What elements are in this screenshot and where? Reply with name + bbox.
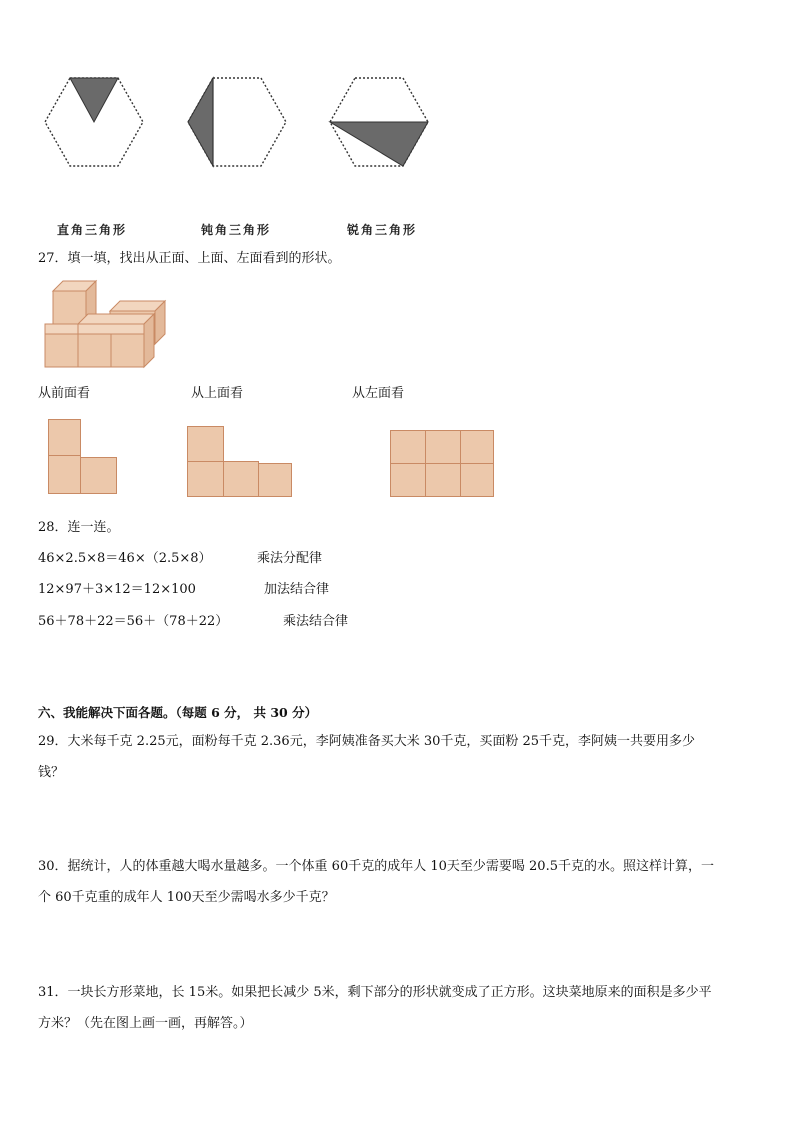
expression-1: 46×2.5×8＝46×（2.5×8） [38, 551, 212, 566]
view-label-top: 从上面看 [191, 386, 244, 401]
view-label-front: 从前面看 [38, 386, 91, 401]
section-6-heading: 六、我能解决下面各题。（每题 6 分， 共 30 分） [38, 705, 318, 720]
hexagon-obtuse-triangle-figure [183, 75, 293, 170]
question-31-line1: 31．一块长方形菜地，长 15米。如果把长减少 5米，剩下部分的形状就变成了正方形。这块菜地原来的面积是多少平 [38, 985, 712, 1000]
caption-obtuse-triangle: 钝角三角形 [201, 223, 272, 237]
top-view-figure [187, 426, 297, 502]
caption-acute-triangle: 锐角三角形 [347, 223, 418, 237]
caption-right-triangle: 直角三角形 [57, 223, 128, 237]
view-label-left: 从左面看 [352, 386, 405, 401]
question-30-line2: 个 60千克重的成年人 100天至少需喝水多少千克？ [38, 890, 335, 905]
hexagon-acute-triangle-figure [325, 75, 435, 170]
question-29-line1: 29．大米每千克 2.25元，面粉每千克 2.36元，李阿姨准备买大米 30千克，买面粉 25千克，李阿姨一共要用多少 [38, 734, 696, 749]
law-1: 乘法分配律 [257, 551, 323, 566]
question-27-text: 27．填一填，找出从正面、上面、左面看到的形状。 [38, 251, 341, 266]
expression-2: 12×97＋3×12＝12×100 [38, 582, 196, 597]
cube-stack-figure [40, 278, 175, 370]
expression-3: 56＋78＋22＝56＋（78＋22） [38, 614, 229, 629]
left-view-figure [390, 430, 498, 500]
hexagon-right-triangle-figure [40, 75, 150, 170]
question-31-line2: 方米？（先在图上画一画，再解答。） [38, 1016, 253, 1031]
front-view-figure [48, 419, 120, 499]
law-3: 乘法结合律 [283, 614, 349, 629]
question-30-line1: 30．据统计，人的体重越大喝水量越多。一个体重 60千克的成年人 10天至少需要喝 20.5千克的水。照这样计算，一 [38, 859, 714, 874]
question-28-title: 28．连一连。 [38, 520, 120, 535]
law-2: 加法结合律 [264, 582, 330, 597]
question-29-line2: 钱？ [38, 765, 65, 780]
